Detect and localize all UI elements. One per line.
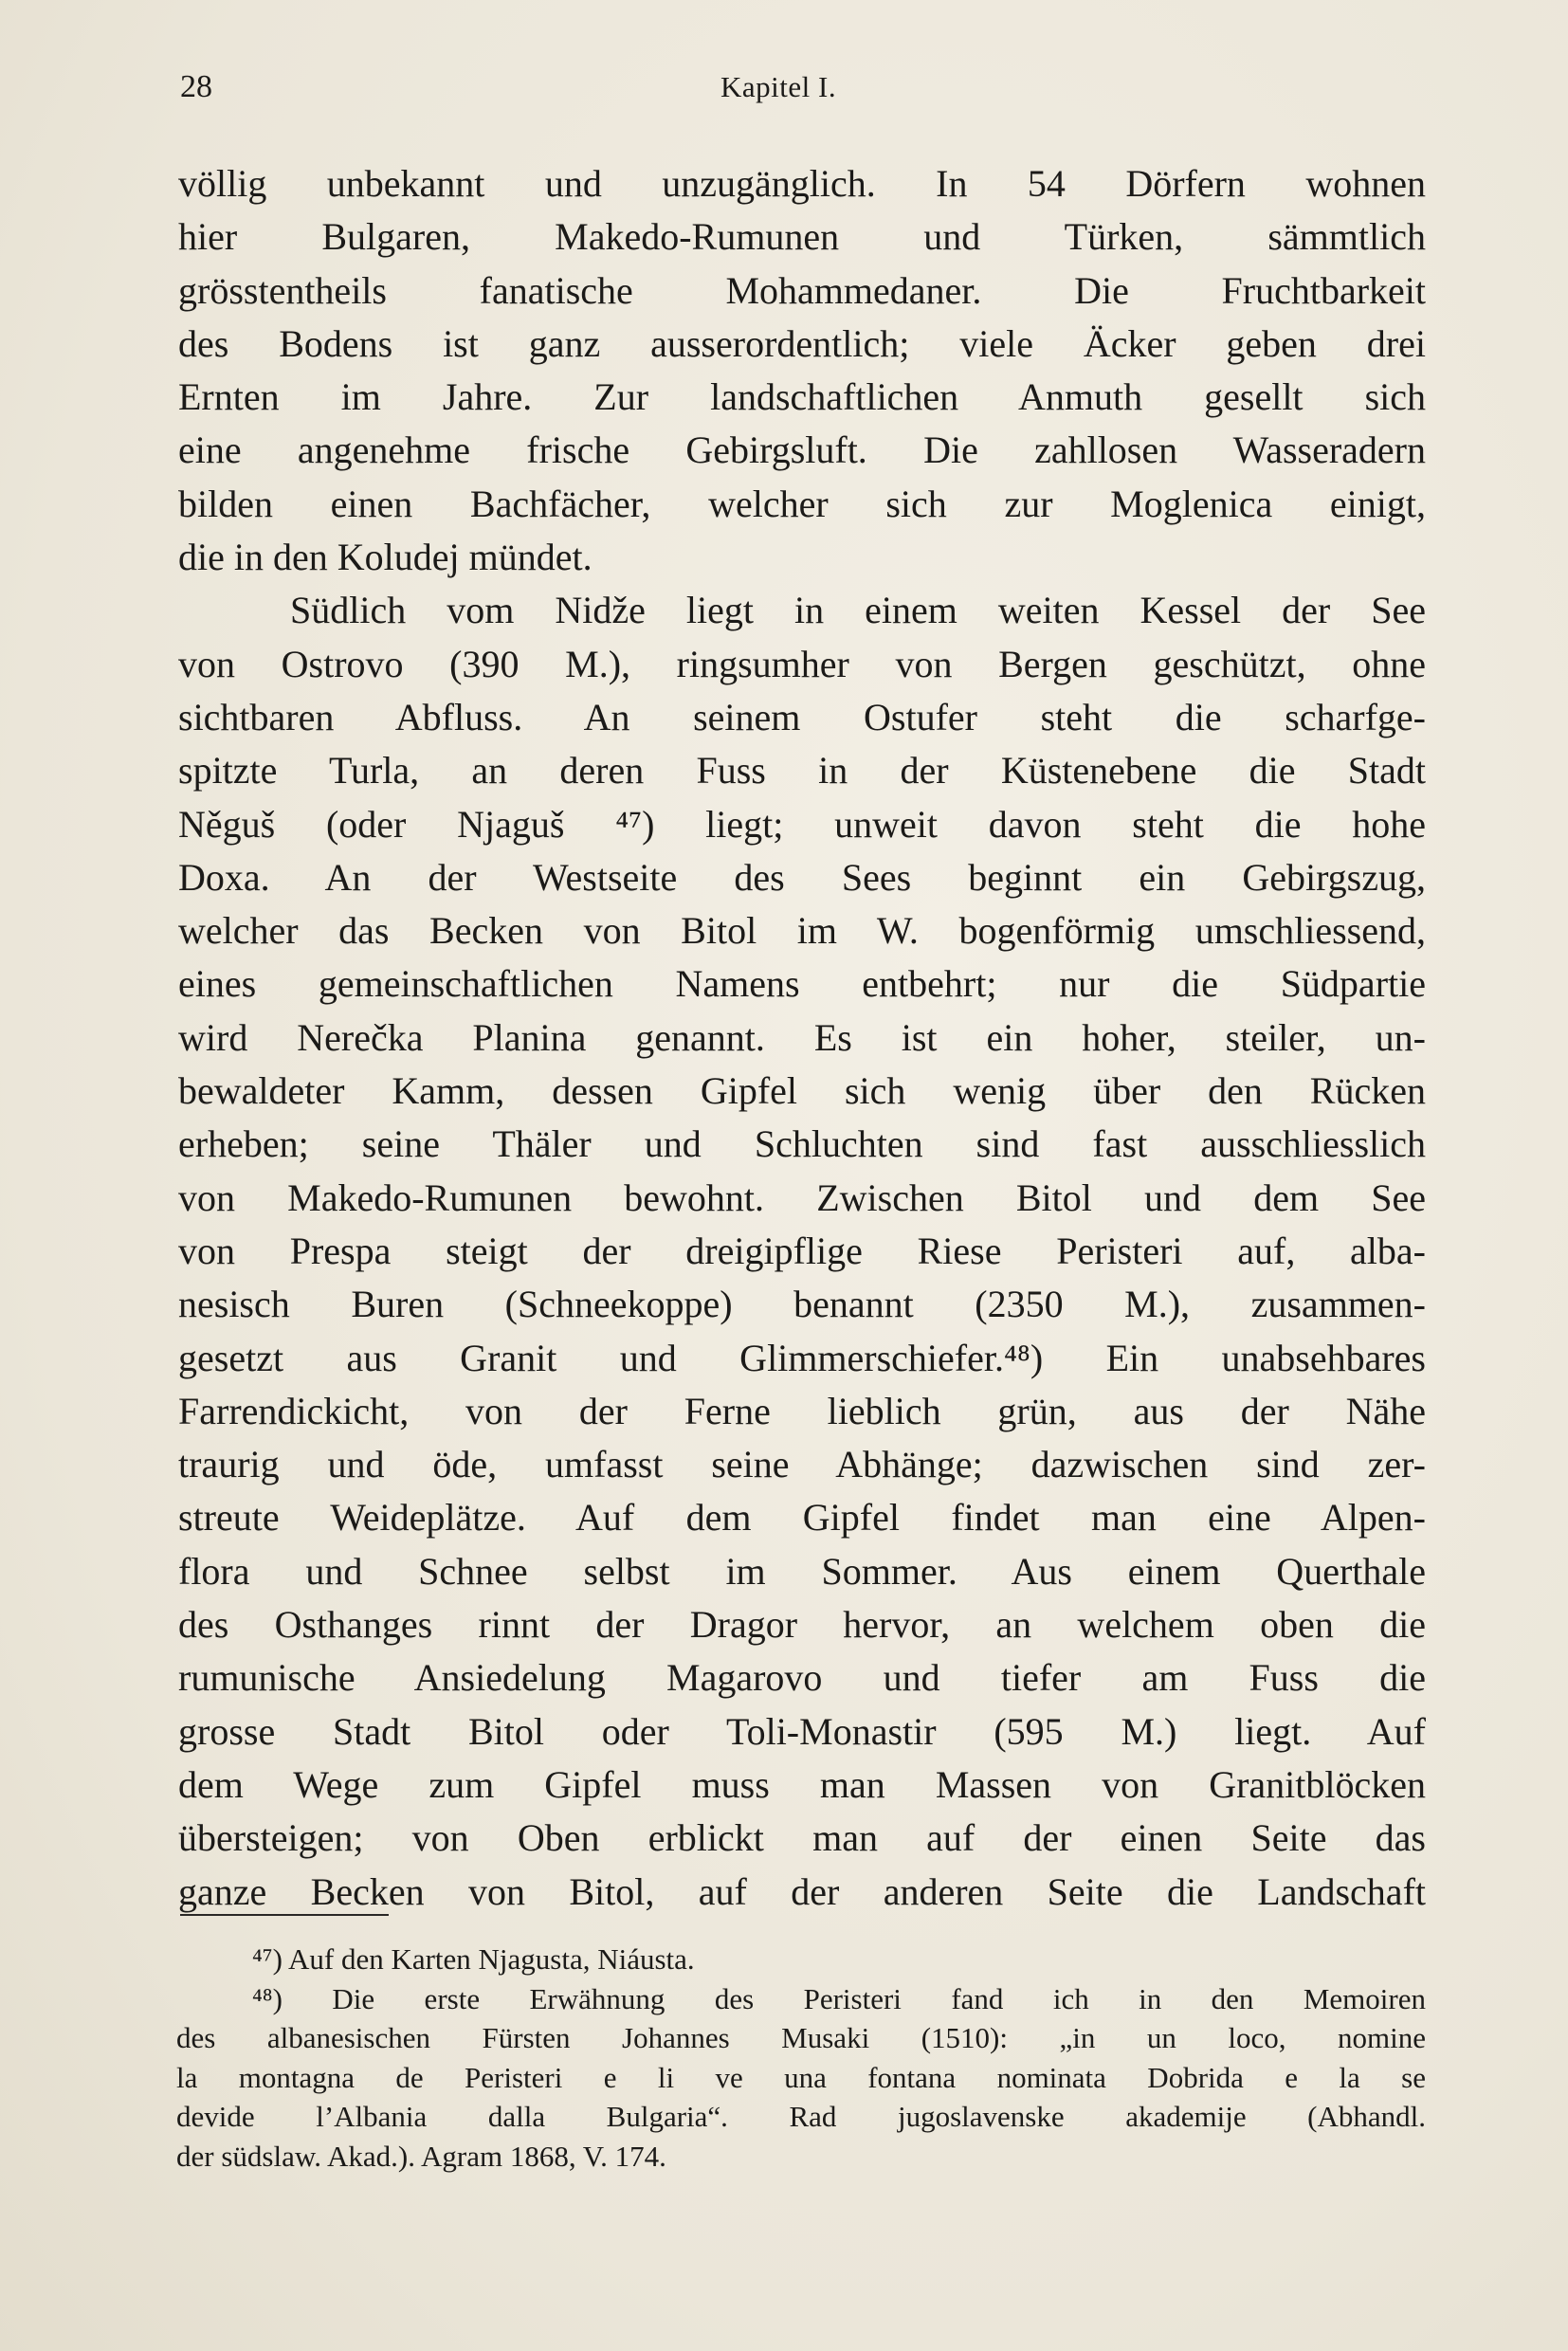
footnote-line: devide l’Albania dalla Bulgaria“. Rad jugoslavenske akademije (Abhandl. [176,2100,1426,2133]
text-line: bewaldeter Kamm, dessen Gipfel sich wenig über den Rücken [178,1069,1426,1113]
text-line: Südlich vom Nidže liegt in einem weiten Kessel der See [290,589,1426,632]
text-line: Doxa. An der Westseite des Sees beginnt ein Gebirgszug, [178,855,1426,899]
text-line: übersteigen; von Oben erblickt man auf der einen Seite das [178,1816,1426,1860]
text-line: des Osthanges rinnt der Dragor hervor, an welchem oben die [178,1603,1426,1647]
text-line: des Bodens ist ganz ausserordentlich; viele Äcker geben drei [178,321,1426,365]
footnote-line: ⁴⁷) Auf den Karten Njagusta, Niáusta. [252,1942,695,1976]
text-line: hier Bulgaren, Makedo-Rumunen und Türken, sämmtlich [178,215,1426,259]
text-line: erheben; seine Thäler und Schluchten sind fast ausschliesslich [178,1122,1426,1166]
text-line: nesisch Buren (Schneekoppe) benannt (2350 M.), zusammen- [178,1283,1426,1326]
text-line: rumunische Ansiedelung Magarovo und tiefer am Fuss die [178,1656,1426,1700]
footnotes [176,1940,1426,2176]
text-line: bilden einen Bachfächer, welcher sich zur Moglenica einigt, [178,482,1426,525]
running-head: Kapitel I. [720,70,837,103]
page-number: 28 [180,69,212,104]
text-line: eine angenehme frische Gebirgsluft. Die zahllosen Wasseradern [178,428,1426,472]
text-line: von Prespa steigt der dreigipflige Riese Peristeri auf, alba- [178,1229,1426,1272]
text-line: von Makedo-Rumunen bewohnt. Zwischen Bitol und dem See [178,1176,1426,1219]
text-line: wird Nerečka Planina genannt. Es ist ein hoher, steiler, un- [178,1015,1426,1059]
text-line: dem Wege zum Gipfel muss man Massen von Granitblöcken [178,1762,1426,1806]
text-line: Něguš (oder Njaguš ⁴⁷) liegt; unweit davon steht die hohe [178,802,1426,846]
text-line: völlig unbekannt und unzugänglich. In 54 Dörfern wohnen [178,162,1426,205]
text-line: Farrendickicht, von der Ferne lieblich grün, aus der Nähe [178,1389,1426,1432]
text-line: ganze Becken von Bitol, auf der anderen Seite die Landschaft [178,1869,1426,1913]
footnote-divider [180,1914,389,1916]
text-line: spitzte Turla, an deren Fuss in der Küstenebene die Stadt [178,749,1426,793]
text-line: eines gemeinschaftlichen Namens entbehrt; nur die Südpartie [178,962,1426,1006]
footnote-line: ⁴⁸) Die erste Erwähnung des Peristeri fand ich in den Memoiren [252,1981,1426,2015]
footnote-line: la montagna de Peristeri e li ve una fontana nominata Dobrida e la se [176,2060,1426,2094]
footnote-line: der südslaw. Akad.). Agram 1868, V. 174. [176,2139,666,2173]
text-line: streute Weideplätze. Auf dem Gipfel findet man eine Alpen- [178,1496,1426,1540]
text-line: welcher das Becken von Bitol im W. bogenförmig umschliessend, [178,909,1426,953]
text-line: grösstentheils fanatische Mohammedaner. Die Fruchtbarkeit [178,268,1426,312]
text-line: von Ostrovo (390 M.), ringsumher von Bergen geschützt, ohne [178,642,1426,685]
body-text [178,157,1426,1919]
text-line: sichtbaren Abfluss. An seinem Ostufer steht die scharfge- [178,695,1426,738]
text-line: Ernten im Jahre. Zur landschaftlichen Anmuth gesellt sich [178,375,1426,419]
page-header [180,59,1422,116]
text-line: grosse Stadt Bitol oder Toli-Monastir (595 M.) liegt. Auf [178,1709,1426,1753]
text-line: traurig und öde, umfasst seine Abhänge; dazwischen sind zer- [178,1443,1426,1486]
text-line: flora und Schnee selbst im Sommer. Aus einem Querthale [178,1549,1426,1593]
text-line: gesetzt aus Granit und Glimmerschiefer.⁴⁸) Ein unabsehbares [178,1336,1426,1379]
footnote-line: des albanesischen Fürsten Johannes Musaki (1510): „in un loco, nomine [176,2021,1426,2054]
text-line: die in den Koludej mündet. [178,536,593,579]
